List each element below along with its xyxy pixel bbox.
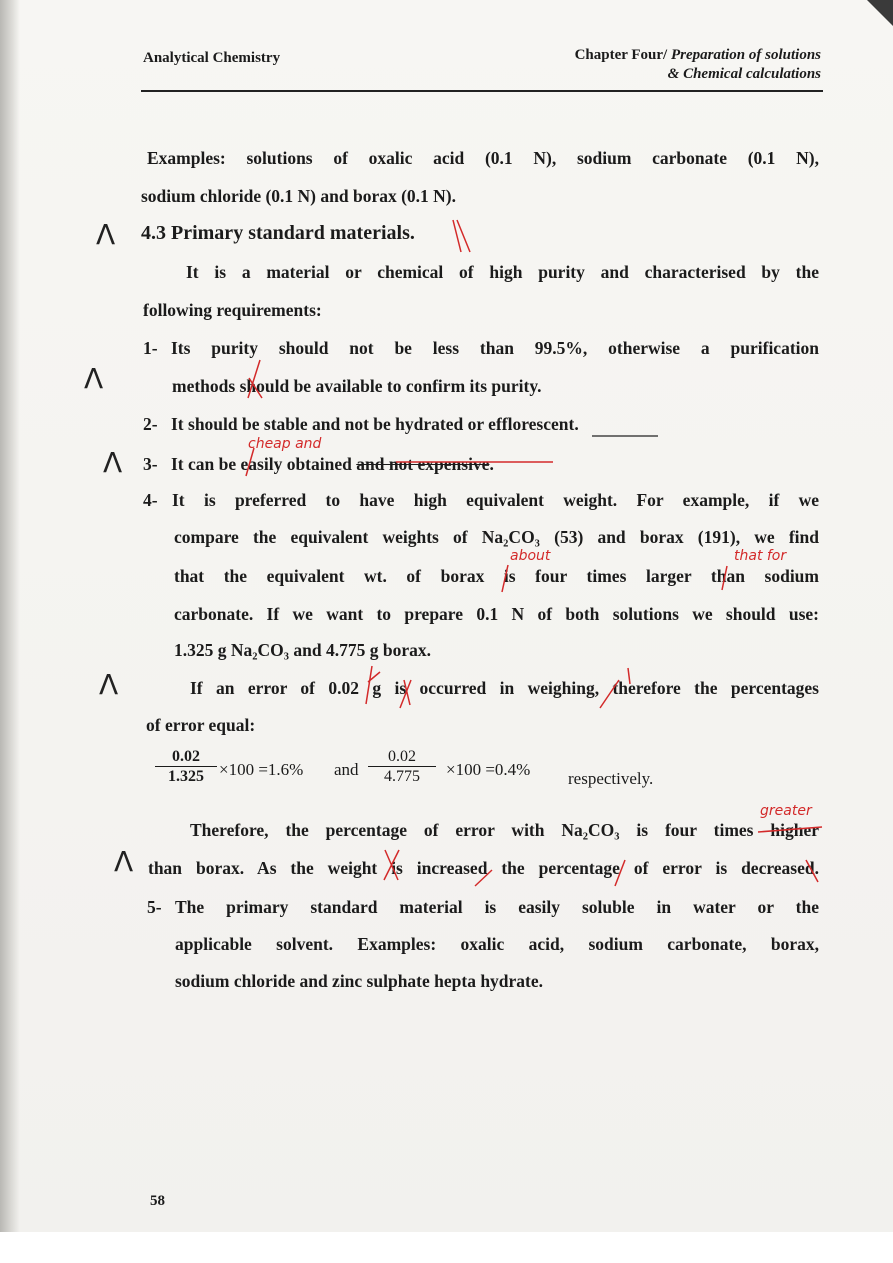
red-edit-stroke bbox=[475, 870, 492, 886]
handwritten-about: about bbox=[510, 548, 551, 564]
margin-check-mark: Λ bbox=[96, 218, 116, 251]
therefore-line-2: than borax. As the weight is increased the percentage of error is decreased. bbox=[148, 858, 819, 878]
req4-line-4: carbonate. If we want to prepare 0.1 N of both solutions we should use: bbox=[174, 604, 819, 624]
req5-line-2: applicable solvent. Examples: oxalic acid, sodium carbonate, borax, bbox=[175, 934, 819, 954]
req1-line-2: methods should be available to confirm its purity. bbox=[172, 376, 542, 396]
fraction-1-denominator: 1.325 bbox=[155, 766, 217, 786]
chapter-title-2: & Chemical calculations bbox=[667, 66, 821, 82]
equation-and: and bbox=[334, 760, 359, 779]
page-number: 58 bbox=[150, 1193, 165, 1209]
req3-number: 3- bbox=[143, 454, 158, 474]
req2-number: 2- bbox=[143, 414, 158, 434]
req4-line-5: 1.325 g Na₂CO₃ and 4.775 g borax. bbox=[174, 640, 431, 660]
fraction-1-numerator: 0.02 bbox=[172, 748, 200, 765]
req5-line-1: The primary standard material is easily soluble in water or the bbox=[175, 897, 819, 917]
intro-line-1: It is a material or chemical of high purity and characterised by the bbox=[186, 262, 819, 282]
red-edit-stroke bbox=[453, 220, 470, 252]
equation-1-tail: ×100 =1.6% bbox=[219, 760, 304, 779]
margin-check-mark: Λ bbox=[103, 446, 123, 479]
red-edit-stroke bbox=[366, 666, 380, 704]
req3-struck-text: and not expensive bbox=[356, 454, 490, 474]
margin-check-mark: Λ bbox=[114, 845, 134, 878]
red-edit-stroke bbox=[758, 827, 822, 832]
handwritten-that-for: that for bbox=[734, 548, 787, 564]
req2-text: It should be stable and not be hydrated or efflorescent. bbox=[171, 414, 579, 434]
req5-number: 5- bbox=[147, 897, 162, 917]
req1-number: 1- bbox=[143, 338, 158, 358]
fraction-2-numerator: 0.02 bbox=[388, 748, 416, 765]
red-edit-stroke bbox=[400, 680, 411, 708]
req3-text-a: It can be easily obtained bbox=[171, 454, 357, 474]
req5-line-3: sodium chloride and zinc sulphate hepta hydrate. bbox=[175, 971, 544, 991]
req4-line-2: compare the equivalent weights of Na₂CO₃ (53) and borax (191), we find bbox=[174, 527, 819, 547]
req3-text-c: . bbox=[489, 454, 494, 474]
examples-line-2: sodium chloride (0.1 N) and borax (0.1 N). bbox=[141, 186, 457, 206]
intro-line-2: following requirements: bbox=[143, 300, 322, 320]
margin-check-mark: Λ bbox=[99, 668, 119, 701]
red-edit-stroke bbox=[502, 565, 508, 592]
error-line-1: If an error of 0.02 g is occurred in weighing, therefore the percentages bbox=[190, 678, 819, 698]
section-heading: 4.3 Primary standard materials. bbox=[141, 222, 415, 244]
req4-line-3: that the equivalent wt. of borax is four times larger than sodium bbox=[174, 566, 819, 586]
handwritten-greater: greater bbox=[760, 803, 812, 819]
error-line-2: of error equal: bbox=[146, 715, 256, 735]
handwritten-cheap-and: cheap and bbox=[248, 436, 322, 452]
chapter-label: Chapter Four/ bbox=[574, 47, 668, 63]
req4-line-1: It is preferred to have high equivalent weight. For example, if we bbox=[172, 490, 819, 510]
chapter-title-1: Preparation of solutions bbox=[670, 47, 821, 63]
running-header-left: Analytical Chemistry bbox=[143, 50, 281, 66]
equation-2-tail: ×100 =0.4% bbox=[446, 760, 531, 779]
red-edit-stroke bbox=[248, 360, 262, 398]
equation-respectively: respectively. bbox=[568, 769, 654, 788]
red-edit-stroke bbox=[246, 448, 254, 476]
red-edit-stroke bbox=[600, 668, 630, 708]
fraction-2-denominator: 4.775 bbox=[368, 766, 436, 786]
examples-line-1: Examples: solutions of oxalic acid (0.1 N), sodium carbonate (0.1 N), bbox=[147, 148, 819, 168]
red-edit-stroke bbox=[384, 850, 399, 880]
therefore-line-1: Therefore, the percentage of error with Na₂CO₃ is four times higher bbox=[190, 820, 819, 840]
red-edit-stroke bbox=[806, 860, 818, 882]
red-edit-stroke bbox=[615, 860, 625, 886]
req1-line-1: Its purity should not be less than 99.5%, otherwise a purification bbox=[171, 338, 819, 358]
margin-check-mark: Λ bbox=[84, 362, 104, 395]
red-edit-stroke bbox=[722, 566, 727, 590]
req4-number: 4- bbox=[143, 490, 158, 510]
